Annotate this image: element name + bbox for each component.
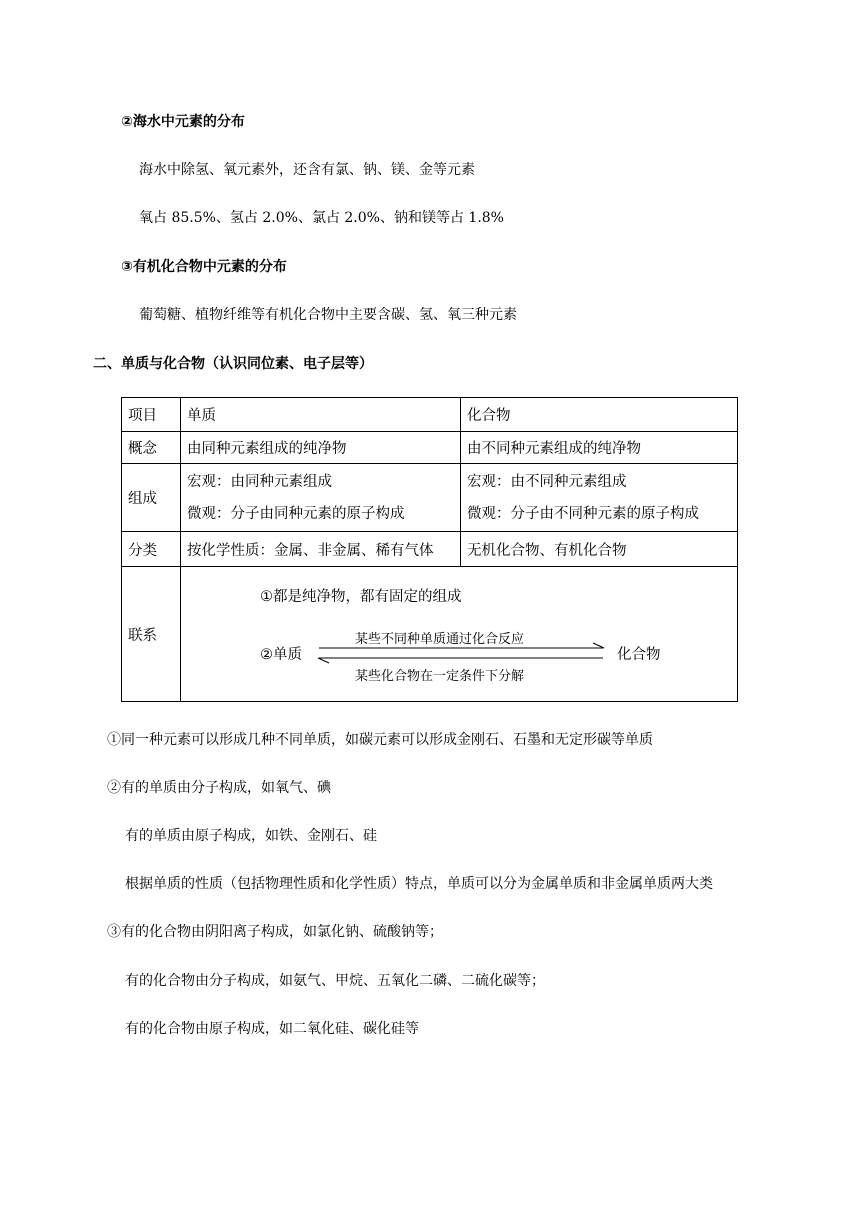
heading-seawater: ②海水中元素的分布 <box>121 114 245 130</box>
concept-compound: 由不同种元素组成的纯净物 <box>461 432 738 464</box>
relation-target: 化合物 <box>617 647 661 663</box>
relation-point1: ①都是纯净物，都有固定的组成 <box>260 589 462 605</box>
comparison-table <box>121 397 738 702</box>
composition-compound <box>461 464 738 532</box>
arrow-top-label: 某些不同种单质通过化合反应 <box>355 632 525 647</box>
section-title: 二、单质与化合物（认识同位素、电子层等） <box>93 356 373 372</box>
relation-label: 联系 <box>122 567 181 702</box>
composition-single-macro: 宏观：由同种元素组成 <box>187 473 332 490</box>
paragraph-seawater-elements: 海水中除氢、氧元素外，还含有氯、钠、镁、金等元素 <box>139 162 475 178</box>
header-single: 单质 <box>181 398 461 432</box>
classification-single: 按化学性质：金属、非金属、稀有气体 <box>181 532 461 567</box>
paragraph-seawater-percent: 氧占 85.5%、氢占 2.0%、氯占 2.0%、钠和镁等占 1.8% <box>139 210 504 226</box>
note-element-classification: 根据单质的性质（包括物理性质和化学性质）特点，单质可以分为金属单质和非金属单质两大类 <box>125 876 713 892</box>
backward-arrowhead <box>318 658 329 663</box>
composition-single-micro: 微观：分子由同种元素的原子构成 <box>187 505 405 522</box>
table-row-composition <box>122 464 738 532</box>
table-row-relation <box>122 567 738 702</box>
classification-compound: 无机化合物、有机化合物 <box>461 532 738 567</box>
paragraph-organic: 葡萄糖、植物纤维等有机化合物中主要含碳、氢、氧三种元素 <box>139 307 517 323</box>
note-molecular-compounds: 有的化合物由分子构成，如氨气、甲烷、五氧化二磷、二硫化碳等； <box>125 973 545 989</box>
header-item: 项目 <box>122 398 181 432</box>
forward-arrowhead <box>593 643 604 648</box>
classification-label: 分类 <box>122 532 181 567</box>
composition-single <box>181 464 461 532</box>
table-row-concept <box>122 432 738 464</box>
relation-point2-prefix: ②单质 <box>260 647 302 663</box>
note-carbon-allotropes: ①同一种元素可以形成几种不同单质，如碳元素可以形成金刚石、石墨和无定形碳等单质 <box>107 732 653 748</box>
header-compound: 化合物 <box>461 398 738 432</box>
heading-organic: ③有机化合物中元素的分布 <box>121 259 287 275</box>
note-atomic-elements: 有的单质由原子构成，如铁、金刚石、硅 <box>125 828 377 844</box>
composition-compound-macro: 宏观：由不同种元素组成 <box>467 473 627 490</box>
composition-compound-micro: 微观：分子由不同种元素的原子构成 <box>467 505 699 522</box>
table-header-row <box>122 398 738 432</box>
composition-label: 组成 <box>122 464 181 532</box>
note-ionic-compounds: ③有的化合物由阴阳离子构成，如氯化钠、硫酸钠等； <box>107 924 443 940</box>
note-atomic-compounds: 有的化合物由原子构成，如二氧化硅、碳化硅等 <box>125 1021 419 1037</box>
relation-diagram <box>181 567 738 702</box>
concept-single: 由同种元素组成的纯净物 <box>181 432 461 464</box>
relation-diagram-svg <box>181 567 737 701</box>
arrow-bottom-label: 某些化合物在一定条件下分解 <box>355 669 525 684</box>
note-molecular-elements: ②有的单质由分子构成，如氧气、碘 <box>107 780 331 796</box>
table-row-classification <box>122 532 738 567</box>
concept-label: 概念 <box>122 432 181 464</box>
